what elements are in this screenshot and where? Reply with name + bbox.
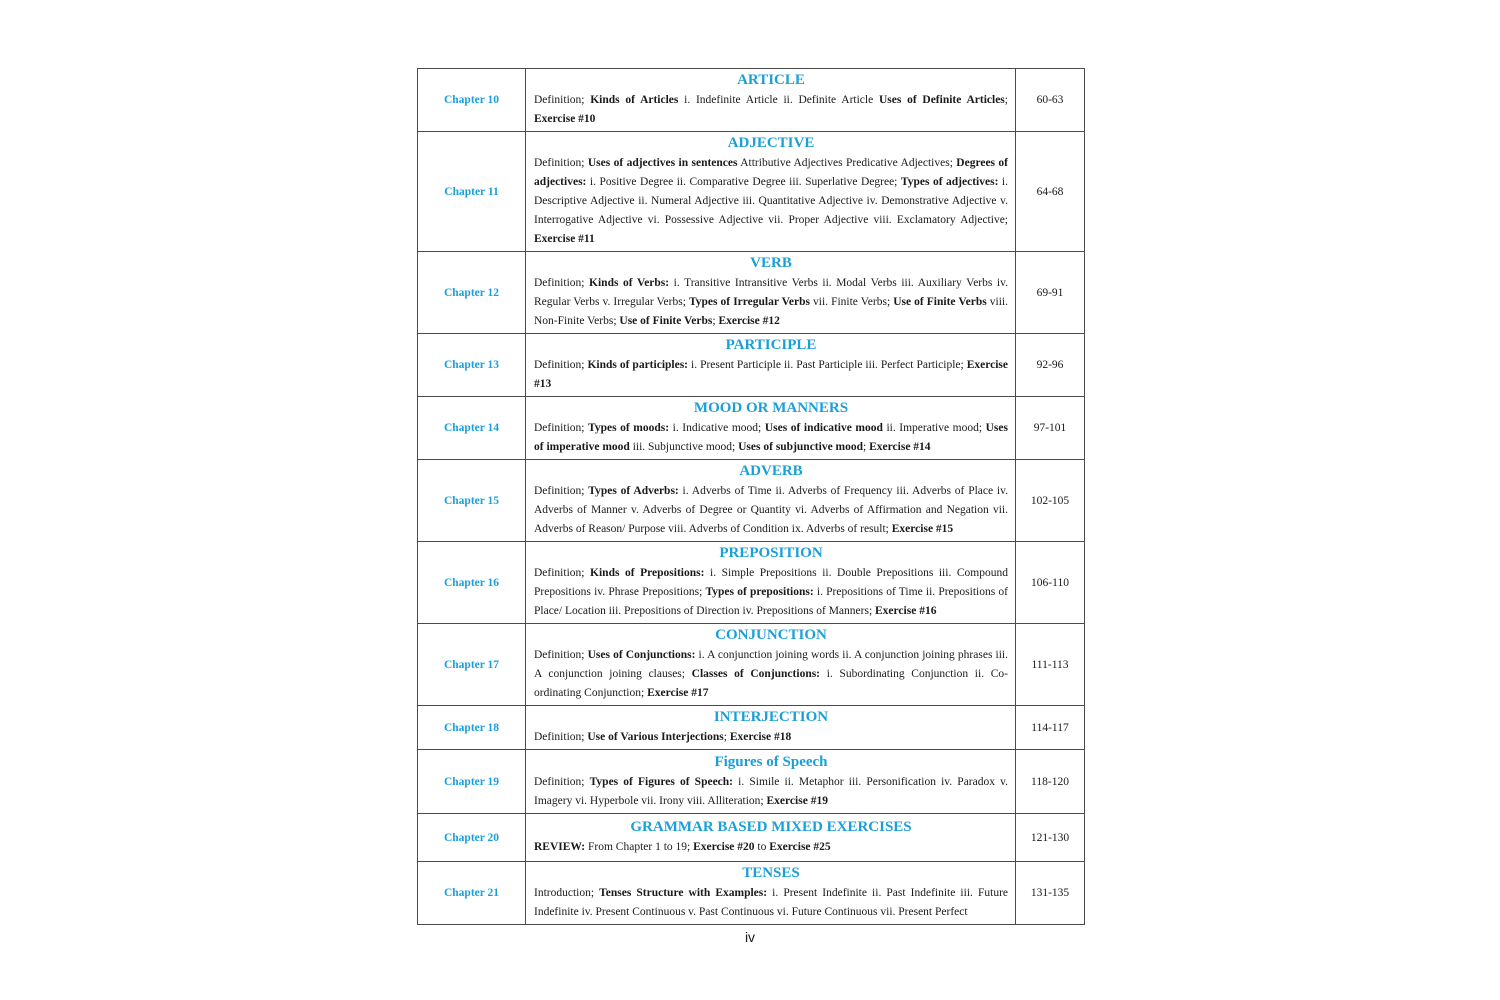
description-bold-segment: Exercise #11: [534, 233, 595, 245]
chapter-label: Chapter 17: [418, 624, 526, 706]
description-bold-segment: Exercise #14: [869, 441, 931, 453]
description-segment: i. Prepositions of Time ii. Prepositions of Place/ Location iii. Prepositions of Direction iv. Prepositions of Manners;: [534, 586, 1008, 617]
toc-row: [418, 750, 1085, 814]
page-range: 64-68: [1016, 132, 1085, 252]
chapter-content: [526, 460, 1016, 542]
table-of-contents: [417, 68, 1085, 925]
chapter-description: [534, 646, 1008, 703]
description-bold-segment: Uses of indicative mood: [764, 422, 883, 434]
description-bold-segment: Uses of imperative mood: [534, 422, 1008, 453]
chapter-title: PARTICIPLE: [725, 337, 817, 353]
chapter-content: [526, 69, 1016, 132]
description-segment: i. Adverbs of Time ii. Adverbs of Frequency iii. Adverbs of Place iv. Adverbs of Manner v. Adverbs of Degree or Quantity vi. Adverbs of Affirmation and Negation vii. Adverbs of Reason/ Purpose viii. Adverbs of Condition ix. Adverbs of result;: [534, 485, 1008, 535]
description-bold-segment: Exercise #16: [875, 605, 937, 617]
description-bold-segment: Types of adjectives:: [900, 176, 999, 188]
chapter-description: [534, 154, 1008, 249]
description-bold-segment: Kinds of participles:: [587, 359, 689, 371]
page-range: 92-96: [1016, 334, 1085, 397]
description-segment: Definition;: [534, 775, 590, 788]
chapter-content: [526, 334, 1016, 397]
description-segment: Attributive Adjectives Predicative Adjectives;: [737, 157, 957, 169]
description-bold-segment: Kinds of Prepositions:: [590, 567, 705, 579]
description-segment: ;: [723, 731, 730, 743]
description-bold-segment: Types of Irregular Verbs: [688, 296, 810, 308]
description-segment: Definition;: [534, 567, 591, 579]
description-segment: i. Subordinating Conjunction ii. Co-ordinating Conjunction;: [534, 668, 1008, 699]
chapter-label: Chapter 21: [418, 862, 526, 925]
page-range: 97-101: [1016, 397, 1085, 460]
chapter-label: Chapter 18: [418, 706, 526, 750]
toc-row: [418, 69, 1085, 132]
toc-row: [418, 132, 1085, 252]
toc-row: [418, 397, 1085, 460]
chapter-content: [526, 814, 1016, 862]
chapter-content: [526, 397, 1016, 460]
chapter-description: [534, 728, 1008, 747]
description-bold-segment: Exercise #18: [729, 731, 792, 743]
chapter-content: [526, 624, 1016, 706]
page-range: 131-135: [1016, 862, 1085, 925]
description-segment: ii. Imperative mood;: [882, 422, 986, 434]
description-bold-segment: Use of Finite Verbs: [619, 315, 713, 327]
description-bold-segment: Tenses Structure with Examples:: [599, 887, 768, 899]
description-bold-segment: Uses of Definite Articles: [878, 94, 1005, 106]
chapter-title: PREPOSITION: [719, 545, 823, 561]
chapter-label: Chapter 13: [418, 334, 526, 397]
description-bold-segment: Exercise #10: [534, 113, 596, 125]
page-range: 106-110: [1016, 542, 1085, 624]
description-segment: i. Simple Prepositions ii. Double Prepositions iii. Compound Prepositions iv. Phrase Prepositions;: [534, 567, 1008, 598]
description-segment: ;: [863, 441, 870, 453]
description-segment: i. Indefinite Article ii. Definite Article: [678, 94, 879, 106]
toc-row: [418, 624, 1085, 706]
chapter-label: Chapter 20: [418, 814, 526, 862]
toc-row: [418, 814, 1085, 862]
description-bold-segment: Classes of Conjunctions:: [691, 668, 821, 680]
description-segment: i. Present Participle ii. Past Participle iii. Perfect Participle;: [688, 359, 967, 371]
page-number: iv: [744, 929, 756, 945]
chapter-title: Figures of Speech: [714, 753, 828, 770]
chapter-title: TENSES: [742, 865, 800, 881]
description-segment: i. A conjunction joining words ii. A conjunction joining phrases iii. A conjunction joining clauses;: [534, 649, 1008, 680]
chapter-label: Chapter 11: [418, 132, 526, 252]
description-segment: i. Present Indefinite ii. Past Indefinite iii. Future Indefinite iv. Present Continuous v. Past Continuous vi. Future Continuous vii. Present Perfect: [534, 887, 1009, 918]
page-range: 118-120: [1016, 750, 1085, 814]
description-bold-segment: Exercise #17: [647, 687, 709, 699]
chapter-content: [526, 252, 1016, 334]
chapter-label: Chapter 15: [418, 460, 526, 542]
description-segment: i. Simile ii. Metaphor iii. Personification iv. Paradox v. Imagery vi. Hyperbole vii. Irony viii. Alliteration;: [534, 775, 1009, 807]
description-segment: Definition;: [534, 157, 588, 169]
description-bold-segment: Use of Finite Verbs: [893, 296, 987, 308]
chapter-description: [534, 419, 1008, 457]
description-bold-segment: Types of moods:: [588, 422, 670, 434]
chapter-content: [526, 706, 1016, 750]
chapter-label: Chapter 19: [418, 750, 526, 814]
chapter-label: Chapter 14: [418, 397, 526, 460]
description-bold-segment: Types of Figures of Speech:: [589, 775, 734, 788]
description-segment: i. Indicative mood;: [669, 422, 765, 434]
page-range: 111-113: [1016, 624, 1085, 706]
toc-row: [418, 460, 1085, 542]
description-bold-segment: Types of prepositions:: [705, 586, 814, 598]
description-bold-segment: Exercise #19: [766, 794, 828, 807]
page-range: 114-117: [1016, 706, 1085, 750]
chapter-title: CONJUNCTION: [715, 627, 827, 643]
description-bold-segment: REVIEW:: [534, 841, 586, 853]
description-bold-segment: Uses of Conjunctions:: [587, 649, 696, 661]
chapter-content: [526, 542, 1016, 624]
page-range: 60-63: [1016, 69, 1085, 132]
description-segment: Definition;: [534, 277, 590, 289]
chapter-label: Chapter 12: [418, 252, 526, 334]
chapter-description: [534, 564, 1008, 621]
description-segment: Definition;: [534, 359, 588, 371]
chapter-description: [534, 884, 1008, 922]
description-segment: viii. Non-Finite Verbs;: [534, 296, 1008, 327]
description-bold-segment: Degrees of adjectives:: [534, 157, 1008, 188]
page-range: 121-130: [1016, 814, 1085, 862]
description-bold-segment: Exercise #20: [693, 841, 755, 853]
description-bold-segment: Exercise #25: [769, 841, 831, 853]
description-segment: Definition;: [534, 422, 589, 434]
chapter-title: ADJECTIVE: [727, 135, 815, 151]
chapter-label: Chapter 16: [418, 542, 526, 624]
description-bold-segment: Uses of adjectives in sentences: [587, 157, 738, 169]
description-bold-segment: Types of Adverbs:: [588, 485, 679, 497]
chapter-label: Chapter 10: [418, 69, 526, 132]
chapter-description: [534, 773, 1008, 811]
chapter-content: [526, 750, 1016, 814]
description-bold-segment: Uses of subjunctive mood: [738, 441, 864, 453]
description-segment: ;: [712, 315, 719, 327]
chapter-title: MOOD OR MANNERS: [693, 400, 849, 416]
description-bold-segment: Exercise #13: [534, 359, 1009, 390]
toc-row: [418, 542, 1085, 624]
description-bold-segment: Exercise #15: [891, 523, 954, 535]
toc-row: [418, 252, 1085, 334]
chapter-description: [534, 274, 1008, 331]
chapter-title: VERB: [750, 255, 792, 271]
page-range: 102-105: [1016, 460, 1085, 542]
description-bold-segment: Use of Various Interjections: [587, 731, 724, 743]
description-segment: i. Positive Degree ii. Comparative Degree iii. Superlative Degree;: [586, 176, 901, 188]
description-segment: Definition;: [534, 94, 591, 106]
description-segment: vii. Finite Verbs;: [809, 296, 894, 308]
chapter-title: INTERJECTION: [713, 709, 829, 725]
chapter-description: [534, 482, 1008, 539]
toc-row: [418, 334, 1085, 397]
description-segment: iii. Subjunctive mood;: [629, 441, 739, 453]
description-segment: Introduction;: [534, 887, 600, 899]
chapter-title: ADVERB: [739, 463, 803, 479]
chapter-title: ARTICLE: [737, 72, 805, 88]
chapter-content: [526, 862, 1016, 925]
chapter-description: [534, 91, 1008, 129]
description-segment: Definition;: [534, 485, 589, 497]
description-bold-segment: Kinds of Verbs:: [589, 277, 670, 289]
description-segment: From Chapter 1 to 19;: [585, 841, 694, 853]
description-segment: i. Descriptive Adjective ii. Numeral Adjective iii. Quantitative Adjective iv. Demonstrative Adjective v. Interrogative Adjective vi. Possessive Adjective vii. Proper Adjective viii. Exclamatory Adjective;: [534, 176, 1008, 226]
description-segment: Definition;: [534, 649, 588, 661]
description-segment: to: [754, 841, 770, 853]
description-bold-segment: Exercise #12: [718, 315, 780, 327]
chapter-content: [526, 132, 1016, 252]
description-segment: i. Transitive Intransitive Verbs ii. Modal Verbs iii. Auxiliary Verbs iv. Regular Verbs v. Irregular Verbs;: [534, 277, 1008, 308]
toc-row: [418, 862, 1085, 925]
description-segment: Definition;: [534, 731, 588, 743]
description-segment: ;: [1004, 94, 1008, 106]
chapter-description: [534, 356, 1008, 394]
toc-body: [418, 69, 1085, 925]
chapter-description: [534, 838, 1008, 857]
description-bold-segment: Kinds of Articles: [590, 94, 679, 106]
toc-row: [418, 706, 1085, 750]
chapter-title: GRAMMAR BASED MIXED EXERCISES: [630, 819, 912, 835]
page-range: 69-91: [1016, 252, 1085, 334]
